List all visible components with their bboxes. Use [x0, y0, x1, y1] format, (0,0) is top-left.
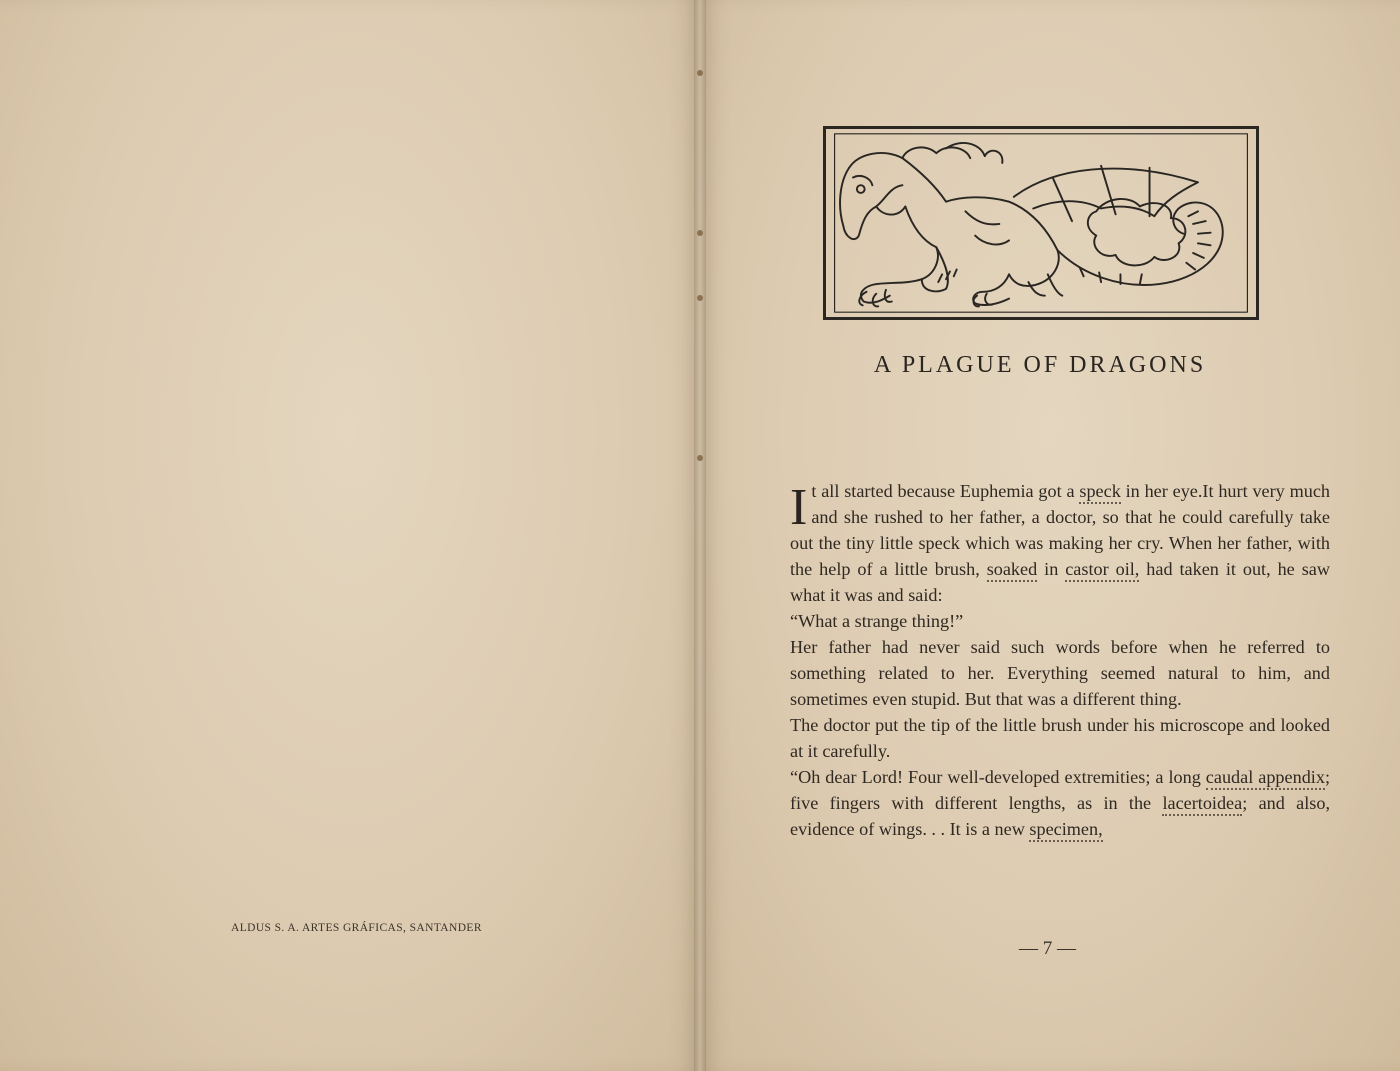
text-run: in her eye.It hurt very much and she rushed to her father, a doctor, so that he could carefully take out the tiny little speck which was making her cry. When her father, with the help of a little brush, [790, 481, 1330, 579]
story-text [790, 478, 1330, 842]
paragraph: The doctor put the tip of the little brush under his microscope and looked at it carefully. [790, 715, 1330, 761]
binding-stitch [697, 230, 703, 236]
chapter-title: A PLAGUE OF DRAGONS [873, 352, 1207, 378]
text-run: had taken it out, he saw what it was and said: [790, 559, 1330, 605]
glossary-term[interactable]: caudal appendix [1206, 767, 1325, 790]
paragraph [790, 478, 1330, 608]
book-gutter [694, 0, 706, 1071]
paragraph [790, 764, 1330, 842]
binding-stitch [697, 455, 703, 461]
glossary-term[interactable]: soaked [987, 559, 1038, 582]
paragraph: “What a strange thing!” [790, 611, 964, 631]
text-run: in [1037, 559, 1066, 579]
paragraph: Her father had never said such words before when he referred to something related to her. Everything seemed natural to him, and sometimes even stupid. But that was a different thing. [790, 637, 1330, 709]
glossary-term[interactable]: lacertoidea [1162, 793, 1242, 816]
drop-cap: I [790, 479, 808, 536]
printer-imprint: ALDUS S. A. ARTES GRÁFICAS, SANTANDER [231, 922, 482, 934]
glossary-term[interactable]: specimen, [1029, 819, 1102, 842]
page-number: — 7 — [1019, 938, 1076, 959]
text-run: ; and also, evidence of wings. . . It is a new [790, 793, 1330, 839]
glossary-term[interactable]: castor oil, [1065, 559, 1139, 582]
text-run: ; five fingers with different lengths, as in the [790, 767, 1330, 813]
binding-stitch [697, 295, 703, 301]
binding-stitch [697, 70, 703, 76]
text-run: “Oh dear Lord! Four well-developed extremities; a long [790, 767, 1206, 787]
dragon-illustration-icon [823, 126, 1259, 320]
text-run: t all started because Euphemia got a [811, 481, 1080, 501]
glossary-term[interactable]: speck [1079, 481, 1120, 504]
